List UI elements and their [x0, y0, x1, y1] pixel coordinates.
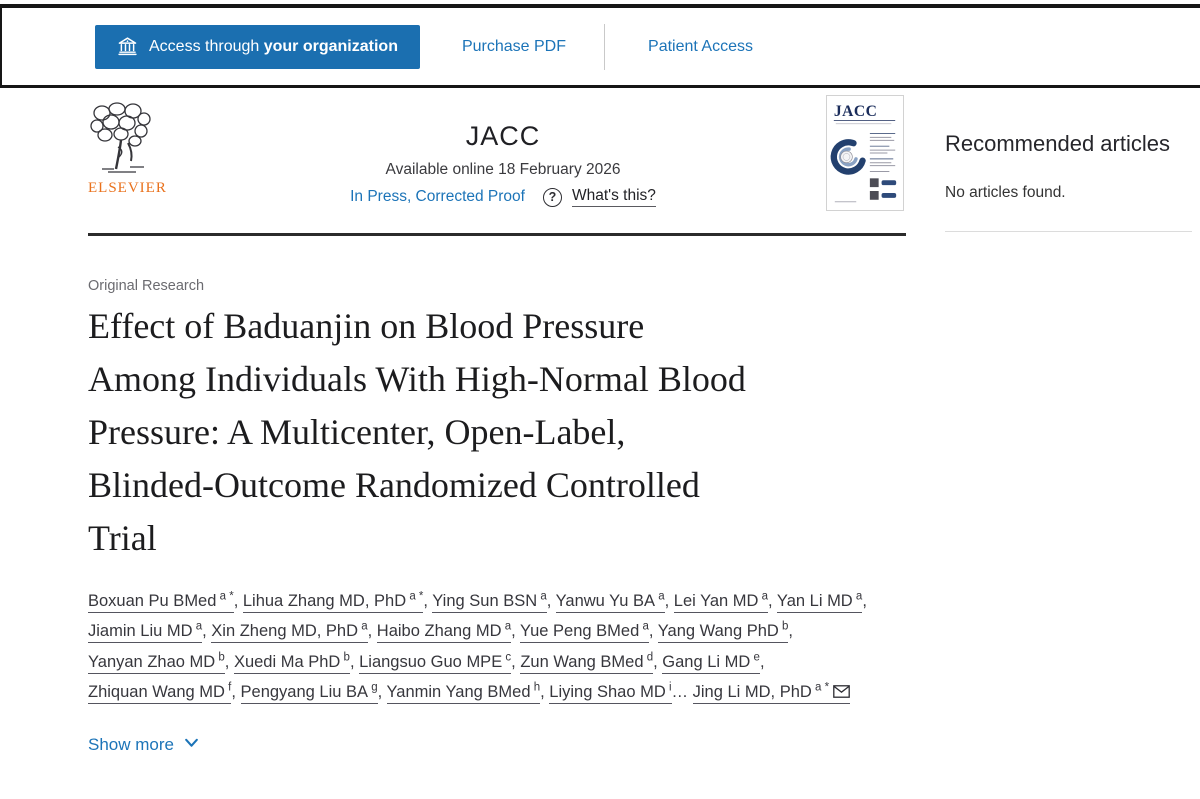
author-separator: ,: [648, 622, 658, 641]
author-link[interactable]: Ying Sun BSN $^a$: [432, 592, 546, 613]
author-separator: ,: [511, 622, 520, 641]
author-link[interactable]: Yanwu Yu BA $^a$: [556, 592, 665, 613]
author-link[interactable]: Xin Zheng MD, PhD $^a$: [211, 622, 367, 643]
envelope-icon: [833, 685, 850, 698]
recommended-articles-title: Recommended articles: [945, 131, 1170, 156]
author-separator: ,: [423, 591, 433, 610]
access-through-organization-button[interactable]: [95, 25, 420, 69]
bank-icon: [117, 36, 138, 57]
journal-cover-thumbnail[interactable]: [826, 95, 906, 211]
author-link[interactable]: Pengyang Liu BA $^g$: [241, 683, 378, 704]
no-articles-text: No articles found.: [945, 184, 1066, 201]
author-link[interactable]: Boxuan Pu BMed $^{a *}$: [88, 592, 234, 613]
author-separator: ,: [377, 683, 387, 702]
author-separator: ,: [768, 591, 777, 610]
author-separator: ,: [862, 591, 867, 610]
article-main-column: [88, 95, 906, 756]
author-separator: ,: [349, 652, 360, 671]
author-separator: ,: [224, 652, 234, 671]
author-link[interactable]: Jing Li MD, PhD $^{a *}$: [693, 683, 850, 704]
author-separator: …: [671, 683, 689, 702]
author-separator: ,: [759, 652, 765, 671]
cover-wordmark: JACC: [833, 102, 878, 120]
recommended-articles-panel: [945, 131, 1200, 232]
author-link[interactable]: Yue Peng BMed $^a$: [520, 622, 649, 643]
elsevier-tree-icon: [88, 160, 154, 177]
in-press-link[interactable]: In Press, Corrected Proof: [350, 188, 525, 205]
author-link[interactable]: Lihua Zhang MD, PhD $^{a *}$: [243, 592, 424, 613]
author-link[interactable]: Yan Li MD $^a$: [777, 592, 862, 613]
author-link[interactable]: Yang Wang PhD $^b$: [658, 622, 789, 643]
purchase-pdf-link[interactable]: Purchase PDF: [461, 37, 567, 55]
whats-this-link[interactable]: What's this?: [572, 187, 656, 207]
question-circle-icon[interactable]: ?: [543, 188, 562, 207]
journal-title-link[interactable]: JACC: [465, 121, 541, 151]
author-link[interactable]: Lei Yan MD $^a$: [674, 592, 768, 613]
elsevier-logo[interactable]: [88, 95, 180, 197]
author-separator: ,: [202, 622, 212, 641]
author-link[interactable]: Yanyan Zhao MD $^b$: [88, 653, 225, 674]
author-link[interactable]: Yanmin Yang BMed $^h$: [387, 683, 541, 704]
author-separator: ,: [664, 591, 674, 610]
show-more-label: Show more: [88, 734, 174, 754]
sidebar-divider: [945, 231, 1192, 232]
author-link[interactable]: Zun Wang BMed $^d$: [520, 653, 653, 674]
elsevier-wordmark: ELSEVIER: [88, 180, 167, 196]
author-separator: ,: [511, 652, 521, 671]
article-category: Original Research: [88, 278, 205, 294]
patient-access-link[interactable]: Patient Access: [648, 37, 753, 55]
author-separator: ,: [231, 683, 241, 702]
author-link[interactable]: Zhiquan Wang MD $^f$: [88, 683, 231, 704]
author-separator: ,: [653, 652, 663, 671]
header-rule: [88, 233, 906, 236]
author-separator: ,: [367, 622, 377, 641]
top-access-bar: [0, 4, 1200, 88]
author-separator: ,: [546, 591, 556, 610]
available-online-text: Available online 18 February 2026: [385, 161, 621, 178]
show-more-button[interactable]: [88, 734, 200, 756]
author-link[interactable]: Liying Shao MD $^i$: [549, 683, 671, 704]
author-link[interactable]: Haibo Zhang MD $^a$: [377, 622, 511, 643]
topbar-divider: [604, 24, 605, 70]
journal-meta: [180, 95, 826, 207]
author-list: [88, 586, 900, 708]
author-link[interactable]: Xuedi Ma PhD $^b$: [234, 653, 350, 674]
journal-banner: [88, 95, 906, 223]
author-link[interactable]: Liangsuo Guo MPE $^c$: [359, 653, 511, 674]
author-separator: ,: [233, 591, 243, 610]
author-separator: ,: [540, 683, 550, 702]
author-separator: ,: [788, 622, 793, 641]
access-button-label: Access through your organization: [149, 37, 398, 55]
chevron-down-icon: [183, 734, 200, 756]
article-title: Effect of Baduanjin on Blood Pressure Among Individuals With High-Normal Blood Pressure: A Multicenter, Open-Label, Blinded-Outcome Randomized Controlled Trial: [88, 306, 746, 558]
author-link[interactable]: Gang Li MD $^e$: [662, 653, 760, 674]
article-status-row: [180, 187, 826, 207]
author-link[interactable]: Jiamin Liu MD $^a$: [88, 622, 202, 643]
